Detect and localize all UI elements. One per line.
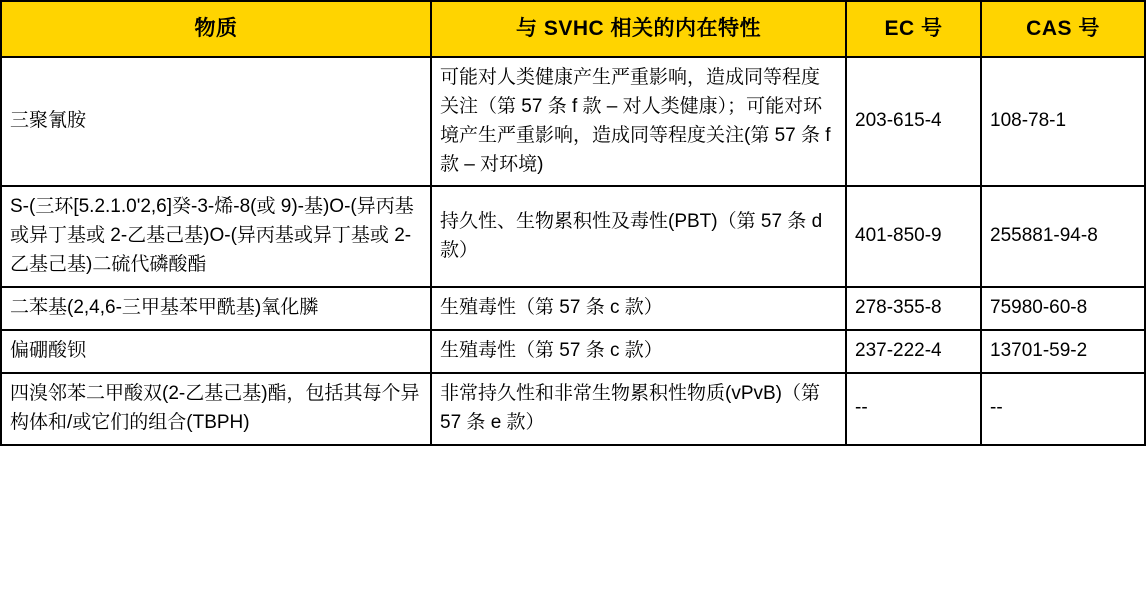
- cell-property: 可能对人类健康产生严重影响，造成同等程度关注（第 57 条 f 款 – 对人类健康）；可能对环境产生严重影响，造成同等程度关注(第 57 条 f 款 – 对环境): [431, 57, 846, 187]
- table-row: [1, 287, 1145, 330]
- cell-property: 持久性、生物累积性及毒性(PBT)（第 57 条 d 款）: [431, 186, 846, 287]
- cell-ec-number: 278-355-8: [846, 287, 981, 330]
- cell-substance: 三聚氰胺: [1, 57, 431, 187]
- cell-substance: 二苯基(2,4,6-三甲基苯甲酰基)氧化膦: [1, 287, 431, 330]
- cell-property: 非常持久性和非常生物累积性物质(vPvB)（第 57 条 e 款）: [431, 373, 846, 445]
- cell-cas-number: 108-78-1: [981, 57, 1145, 187]
- column-header-ec-number: EC 号: [846, 1, 981, 57]
- cell-property: 生殖毒性（第 57 条 c 款）: [431, 287, 846, 330]
- column-header-substance: 物质: [1, 1, 431, 57]
- cell-substance: 偏硼酸钡: [1, 330, 431, 373]
- table-row: [1, 57, 1145, 187]
- cell-property: 生殖毒性（第 57 条 c 款）: [431, 330, 846, 373]
- table-body: [1, 57, 1145, 445]
- cell-cas-number: --: [981, 373, 1145, 445]
- cell-ec-number: 401-850-9: [846, 186, 981, 287]
- cell-cas-number: 255881-94-8: [981, 186, 1145, 287]
- cell-cas-number: 75980-60-8: [981, 287, 1145, 330]
- table-header: [1, 1, 1145, 57]
- column-header-property: 与 SVHC 相关的内在特性: [431, 1, 846, 57]
- cell-substance: 四溴邻苯二甲酸双(2-乙基己基)酯，包括其每个异构体和/或它们的组合(TBPH): [1, 373, 431, 445]
- cell-ec-number: 203-615-4: [846, 57, 981, 187]
- column-header-cas-number: CAS 号: [981, 1, 1145, 57]
- table-header-row: [1, 1, 1145, 57]
- table-row: [1, 186, 1145, 287]
- table-row: [1, 373, 1145, 445]
- cell-ec-number: 237-222-4: [846, 330, 981, 373]
- table-row: [1, 330, 1145, 373]
- cell-substance: S-(三环[5.2.1.0'2,6]癸-3-烯-8(或 9)-基)O-(异丙基或异丁基或 2-乙基己基)O-(异丙基或异丁基或 2-乙基己基)二硫代磷酸酯: [1, 186, 431, 287]
- cell-ec-number: --: [846, 373, 981, 445]
- cell-cas-number: 13701-59-2: [981, 330, 1145, 373]
